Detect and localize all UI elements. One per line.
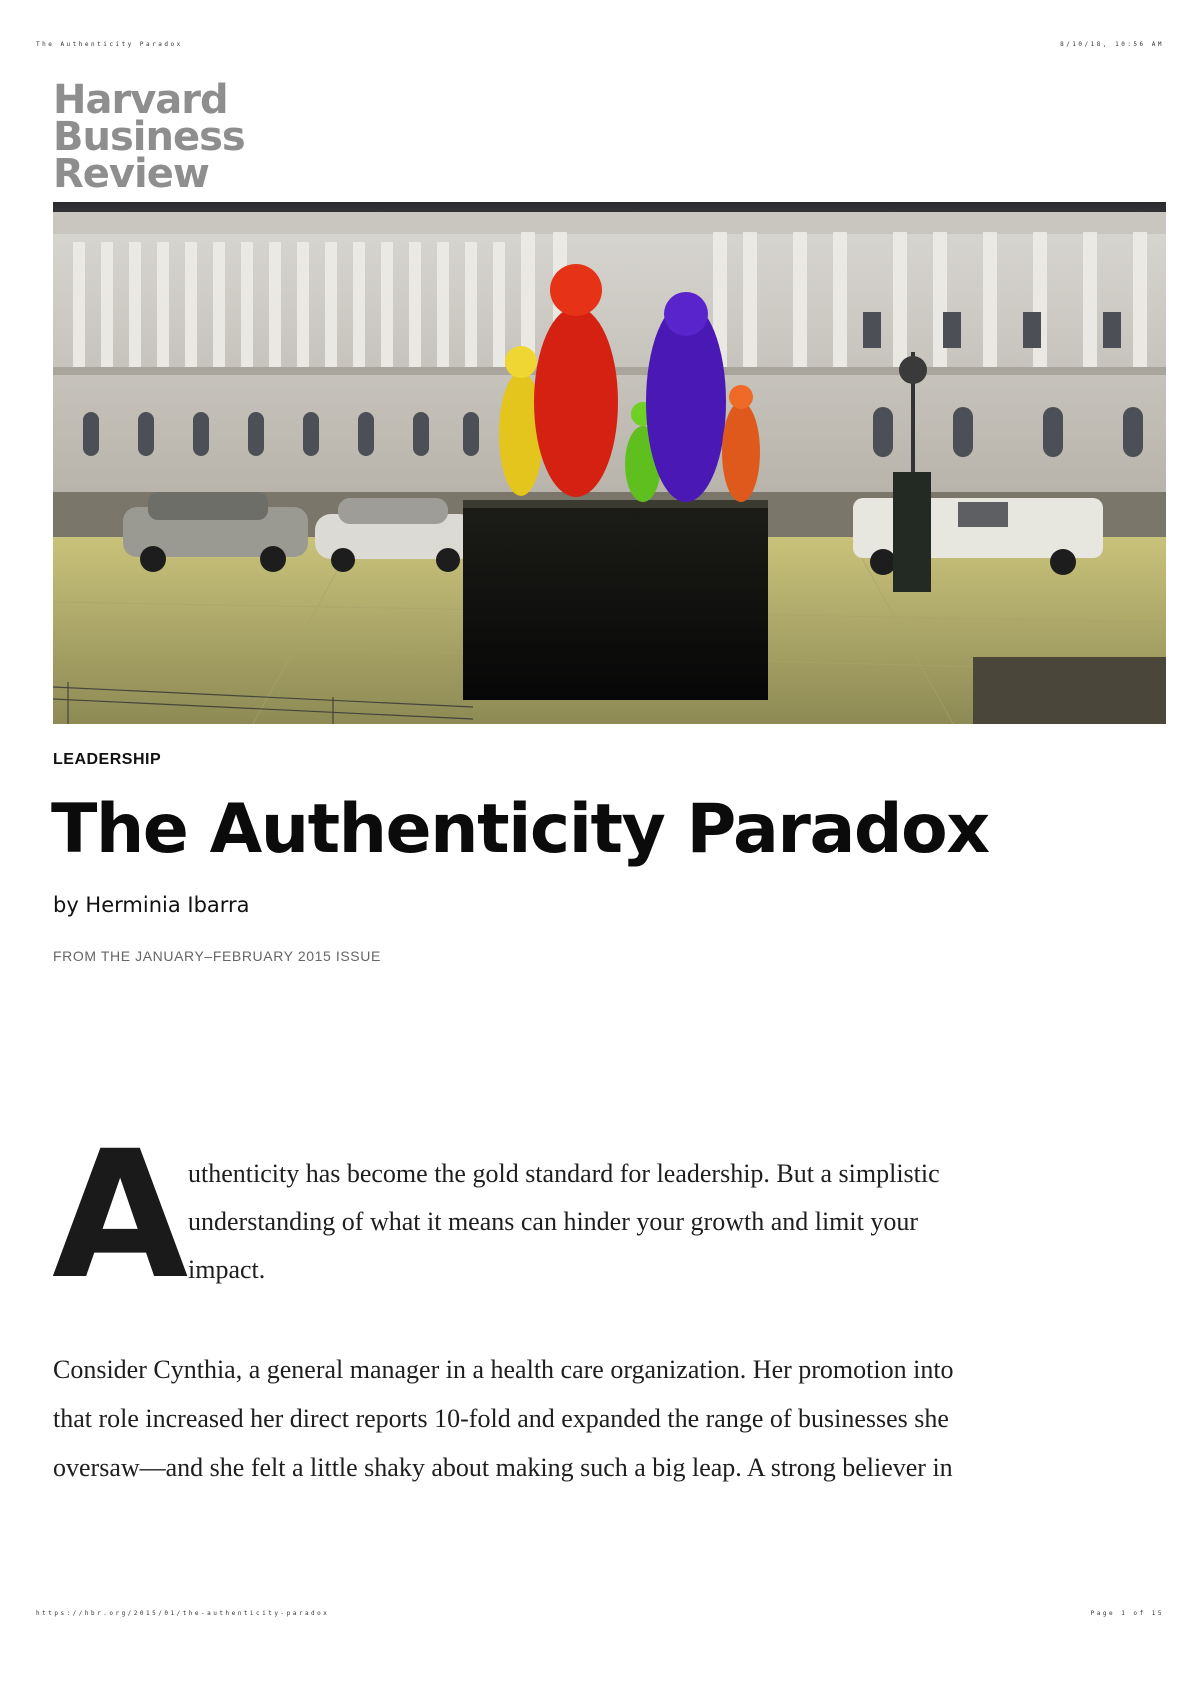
lead-line: understanding of what it means can hinder your growth and limit your xyxy=(188,1207,919,1236)
print-header-title: The Authenticity Paradox xyxy=(36,41,183,48)
print-header-timestamp: 8/10/18, 10:56 AM xyxy=(1060,41,1164,48)
logo-line-business: Business xyxy=(53,114,245,160)
print-footer-url[interactable]: https://hbr.org/2015/01/the-authenticity-paradox xyxy=(36,1610,330,1617)
article-issue-line: FROM THE JANUARY–FEBRUARY 2015 ISSUE xyxy=(53,948,381,964)
article-title: The Authenticity Paradox xyxy=(51,790,989,869)
body-line: that role increased her direct reports 10-fold and expanded the range of businesses she xyxy=(53,1404,949,1433)
body-line: oversaw—and she felt a little shaky about making such a big leap. A strong believer in xyxy=(53,1453,953,1482)
article-category[interactable]: LEADERSHIP xyxy=(53,751,162,768)
hero-image xyxy=(53,202,1166,724)
lead-paragraph xyxy=(188,1150,1138,1294)
lead-line: impact. xyxy=(188,1255,266,1284)
lead-line: uthenticity has become the gold standard for leadership. But a simplistic xyxy=(188,1159,940,1188)
body-line: Consider Cynthia, a general manager in a health care organization. Her promotion into xyxy=(53,1355,954,1384)
print-footer xyxy=(36,1610,1164,1617)
print-footer-page-number: Page 1 of 15 xyxy=(1090,1610,1164,1617)
logo-line-harvard: Harvard xyxy=(53,77,228,123)
print-header xyxy=(36,41,1164,48)
logo-line-review: Review xyxy=(53,151,209,197)
hero-photo-illustration xyxy=(53,202,1166,724)
drop-cap: A xyxy=(52,1113,189,1318)
hbr-logo[interactable] xyxy=(53,77,245,197)
article-byline: by Herminia Ibarra xyxy=(53,893,250,917)
body-paragraph xyxy=(53,1345,1163,1492)
